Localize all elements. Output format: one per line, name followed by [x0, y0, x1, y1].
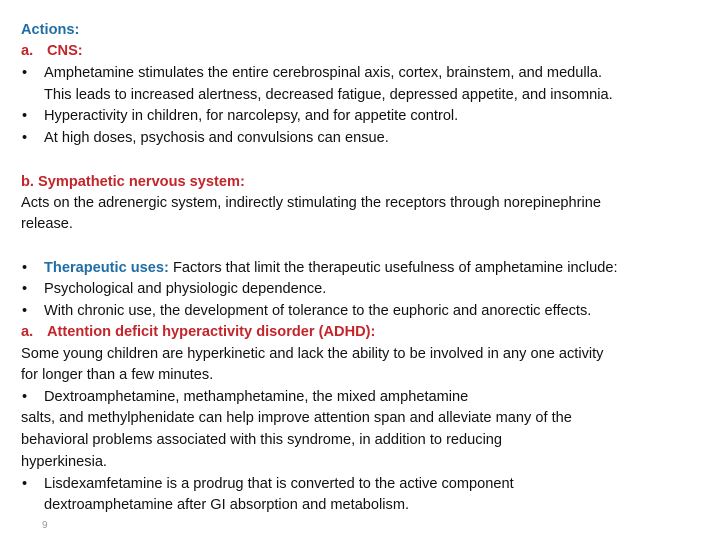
- adhd-bullet-1-line-4: hyperkinesia.: [21, 454, 107, 470]
- bullet: •: [22, 281, 28, 297]
- cns-marker: a.: [21, 43, 34, 59]
- bullet: •: [22, 389, 28, 405]
- bullet: •: [22, 476, 28, 492]
- therapeutic-bullet-2: With chronic use, the development of tolerance to the euphoric and anorectic effects.: [44, 303, 592, 319]
- therapeutic-uses-text: Factors that limit the therapeutic usefulness of amphetamine include:: [172, 260, 618, 276]
- adhd-line-2: for longer than a few minutes.: [21, 367, 214, 383]
- adhd-bullet-2-line-1: Lisdexamfetamine is a prodrug that is converted to the active component: [44, 476, 514, 492]
- bullet: •: [22, 303, 28, 319]
- adhd-bullet-1-line-3: behavioral problems associated with this syndrome, in addition to reducing: [21, 432, 503, 448]
- sympathetic-heading: b. Sympathetic nervous system:: [21, 174, 245, 190]
- cns-bullet-2: Hyperactivity in children, for narcolepsy, and for appetite control.: [44, 108, 459, 124]
- therapeutic-bullet-1: Psychological and physiologic dependence.: [44, 281, 327, 297]
- bullet: •: [22, 65, 28, 81]
- adhd-bullet-1-line-2: salts, and methylphenidate can help improve attention span and alleviate many of the: [21, 410, 572, 426]
- bullet: •: [22, 130, 28, 146]
- cns-bullet-1-cont: This leads to increased alertness, decreased fatigue, depressed appetite, and insomnia.: [44, 87, 613, 103]
- actions-heading: Actions:: [21, 22, 80, 38]
- adhd-line-1: Some young children are hyperkinetic and lack the ability to be involved in any one activity: [21, 346, 604, 362]
- sympathetic-line-2: release.: [21, 216, 73, 232]
- adhd-bullet-2-line-2: dextroamphetamine after GI absorption and metabolism.: [44, 497, 410, 513]
- cns-heading: CNS:: [47, 43, 83, 59]
- page-number: 9: [42, 520, 48, 531]
- adhd-bullet-1-line-1: Dextroamphetamine, methamphetamine, the mixed amphetamine: [44, 389, 469, 405]
- sympathetic-line-1: Acts on the adrenergic system, indirectly stimulating the receptors through norepinephrine: [21, 195, 602, 211]
- therapeutic-uses-line: [44, 259, 618, 277]
- bullet: •: [22, 260, 28, 276]
- adhd-marker: a.: [21, 324, 34, 340]
- cns-bullet-1: Amphetamine stimulates the entire cerebrospinal axis, cortex, brainstem, and medulla.: [44, 65, 603, 81]
- bullet: •: [22, 108, 28, 124]
- cns-bullet-3: At high doses, psychosis and convulsions can ensue.: [44, 130, 389, 146]
- therapeutic-uses-label: Therapeutic uses:: [44, 260, 169, 276]
- adhd-heading: Attention deficit hyperactivity disorder (ADHD):: [47, 324, 376, 340]
